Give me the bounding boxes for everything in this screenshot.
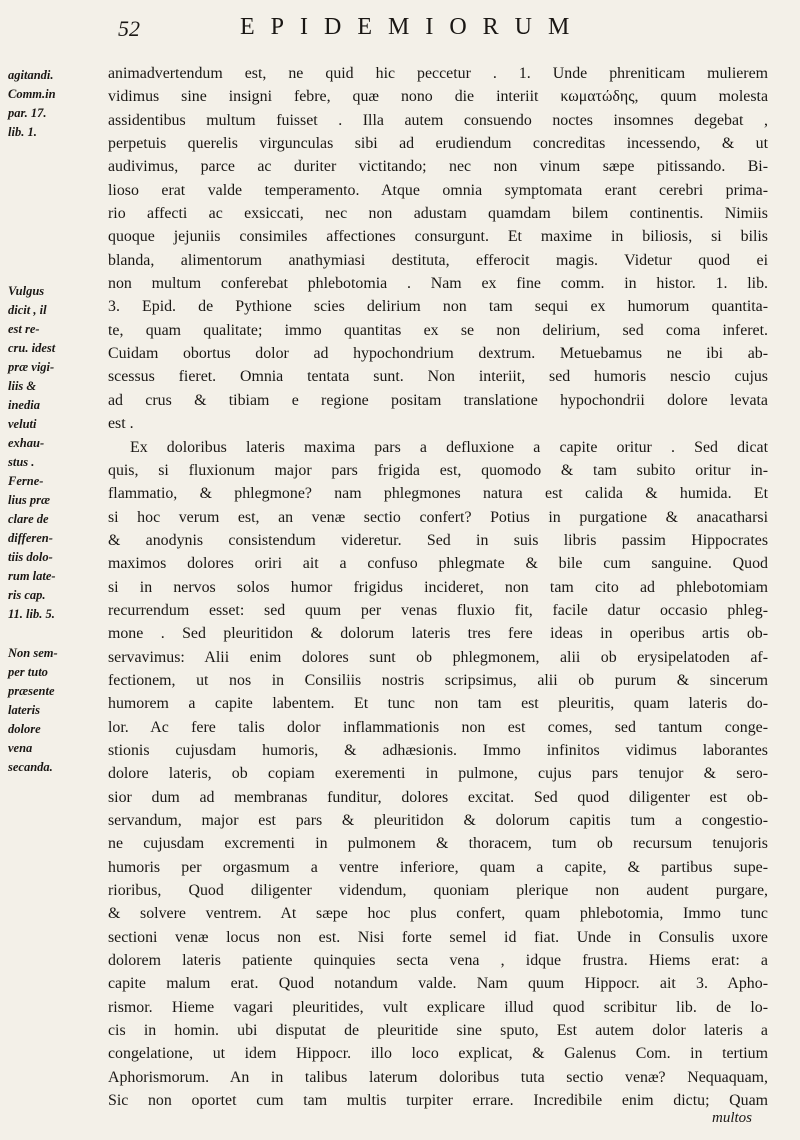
text-line: est . — [108, 415, 134, 433]
text-line: rismor. Hieme vagari pleuritides, vult explicare illud quod scribitur lib. de lo- — [108, 998, 768, 1016]
text-line: perpetuis querelis virgunculas sibi ad erudiendum concreditas incessendo, & ut — [108, 135, 768, 153]
text-line: humoris per orgasmum a ventre inferiore, quam a capite, & partibus supe- — [108, 858, 768, 876]
text-line: dolorem lateris patiente quinquies secta vena , idque frustra. Hiems erat: a — [108, 952, 768, 970]
text-line: rioribus, Quod diligenter videndum, quoniam plerique non audent purgare, — [108, 882, 768, 900]
text-line: Ex doloribus lateris maxima pars a defluxione a capite oritur . Sed dicat — [130, 438, 768, 456]
text-line: & solvere ventrem. At sæpe hoc plus confert, quam phlebotomia, Immo tunc — [108, 905, 768, 923]
margin-note-line: clare de — [8, 512, 49, 526]
text-line: sectioni venæ locus non est. Nisi forte semel id fiat. Unde in Consulis uxore — [108, 928, 768, 946]
margin-note-line: differen- — [8, 531, 53, 545]
text-line: mone . Sed pleuritidon & dolorum lateris tres fere ideas in operibus artis ob- — [108, 625, 768, 643]
text-line: dolore lateris, ob copiam exerementi in pulmone, cujus pars tenujor & sero- — [108, 765, 768, 783]
margin-note-line: per tuto — [8, 665, 48, 679]
margin-notes — [8, 66, 100, 777]
margin-note-line: lius præ — [8, 493, 51, 507]
catchword: multos — [711, 1110, 752, 1126]
margin-note-line: Ferne- — [8, 474, 44, 488]
paragraph — [108, 62, 768, 436]
margin-note-line: Comm.in — [8, 87, 56, 101]
margin-note-line: tiis dolo- — [8, 550, 53, 564]
margin-note-line: exhau- — [8, 436, 45, 450]
text-line: Cuidam obortus dolor ad hypochondrium dextrum. Metuebamus ne ibi ab- — [108, 345, 768, 363]
margin-note-line: agitandi. — [8, 68, 54, 82]
text-line: audivimus, parce ac duriter victitando; nec non vinum sæpe pitissando. Bi- — [108, 158, 768, 176]
text-line: non multum conferebat phlebotomia . Nam ex fine comm. in histor. 1. lib. — [108, 275, 768, 293]
margin-note-non-semper — [8, 644, 100, 777]
text-line: si hoc verum est, an venæ sectio confert? Potius in purgatione & anacatharsi — [108, 508, 768, 526]
margin-note-line: secanda. — [8, 760, 53, 774]
text-line: assidentibus multum fuisset . Illa autem consuendo noctes insomnes degebat , — [108, 111, 768, 129]
margin-note-line: lateris — [8, 703, 40, 717]
text-line: si in nervos solos humor frigidus incideret, non tam cito ad phlebotomiam — [108, 578, 768, 596]
text-line: flammatio, & phlegmone? nam phlegmones natura est calida & humida. Et — [108, 485, 768, 503]
margin-note-line: liis & — [8, 379, 37, 393]
margin-note-line: dolore — [8, 722, 41, 736]
margin-note-line: præ vigi- — [8, 360, 55, 374]
text-line: maximos dolores oriri ait a confuso phlegmate & bile cum sanguine. Quod — [108, 555, 768, 573]
text-line: lor. Ac fere talis dolor inflammationis non est comes, sed tantum conge- — [108, 718, 768, 736]
main-text — [108, 62, 768, 1112]
text-line: congelatione, ut idem Hippocr. illo loco explicat, & Galenus Com. in tertium — [108, 1045, 768, 1063]
paragraph — [108, 436, 768, 1113]
text-line: fectionem, ut nos in Consiliis nostris scripsimus, alii ob purum & sincerum — [108, 671, 768, 689]
margin-note-line: est re- — [8, 322, 40, 336]
text-line: servavimus: Alii enim dolores sunt ob phlegmonem, alii ob erysipelatoden af- — [108, 648, 768, 666]
text-line: vidimus sine insigni febre, quæ nono die interiit κωματώδης, quum molesta — [108, 88, 768, 106]
margin-note-line: Non sem- — [8, 646, 58, 660]
margin-note-line: præsente — [8, 684, 55, 698]
margin-note-line: dicit , il — [8, 303, 47, 317]
margin-note-line: veluti — [8, 417, 37, 431]
text-line: animadvertendum est, ne quid hic peccetur . 1. Unde phreniticam mulierem — [108, 65, 768, 82]
margin-note-line: vena — [8, 741, 33, 755]
margin-note-line: lib. 1. — [8, 125, 37, 139]
text-line: cis in homin. ubi disputat de pleuritide sine sputo, Est autem dolor lateris a — [108, 1022, 768, 1040]
text-line: stionis cujusdam humoris, & adhæsionis. Immo infinitos vidimus laborantes — [108, 741, 768, 759]
margin-note-line: Vulgus — [8, 284, 45, 298]
text-line: quis, si fluxionum major pars frigida est, quomodo & tam subito oritur in- — [108, 461, 768, 479]
margin-note-line: par. 17. — [8, 106, 47, 120]
text-line: sior dum ad membranas funditur, dolores excitat. Sed quod diligenter est ob- — [108, 788, 768, 806]
text-line: scessus fieret. Omnia tentata sunt. Non interiit, sed humoris nescio cujus — [108, 368, 768, 386]
running-title: EPIDEMIORUM — [240, 14, 586, 40]
margin-note-line: stus . — [8, 455, 35, 469]
text-line: servandum, major est pars & pleuritidon & dolorum capitis tum a congestio- — [108, 812, 768, 829]
margin-note-line: rum late- — [8, 569, 56, 583]
page-header — [0, 10, 800, 44]
margin-note-vulgus — [8, 282, 100, 624]
text-line: lioso erat valde temperamento. Atque omnia symptomata erant cerebri prima- — [108, 181, 768, 199]
text-line: ad crus & tibiam e regione positam translatione hypochondrii dolore levata — [108, 391, 768, 409]
text-line: Aphorismorum. An in talibus laterum doloribus tuta sectio venæ? Nequaquam, — [108, 1068, 768, 1086]
text-line: blanda, alimentorum anathymiasi destituta, efferocit magis. Videtur quod ei — [108, 251, 768, 269]
page-number: 52 — [118, 16, 140, 41]
margin-note-line: 11. lib. 5. — [8, 607, 55, 621]
text-line: ne cujusdam excrementi in pulmonem & thoracem, tum ob recursum tenujoris — [108, 835, 768, 853]
text-line: & anodynis consistendum videretur. Sed in suis libris passim Hippocrates — [108, 531, 768, 549]
margin-note-line: inedia — [8, 398, 40, 412]
text-line: te, quam qualitate; immo quantitas ex se non delirium, sed coma inferet. — [108, 321, 768, 339]
text-line: rio affecti ac exsiccati, nec non adustam quamdam bilem continentis. Nimiis — [108, 205, 768, 223]
text-line: recurrendum esset: sed quum per venas fluxio fit, facile datur occasio phleg- — [108, 601, 768, 619]
text-line: capite malum erat. Quod notandum valde. Nam quum Hippocr. ait 3. Apho- — [108, 975, 768, 993]
text-line: quoque jejuniis consimiles affectiones consurgunt. Et maxime in biliosis, si bilis — [108, 228, 768, 246]
margin-note-line: cru. idest — [8, 341, 56, 355]
margin-note-commentary-ref — [8, 66, 100, 142]
text-line: humorem a capite labentem. Et tunc non tam est pleuritis, quam lateris do- — [108, 695, 768, 713]
text-line: Sic non oportet cum tam multis turpiter errare. Incredibile enim dictu; Quam — [108, 1092, 768, 1110]
margin-note-line: ris cap. — [8, 588, 46, 602]
text-line: 3. Epid. de Pythione scies delirium non tam sequi ex humorum quantita- — [108, 298, 768, 316]
